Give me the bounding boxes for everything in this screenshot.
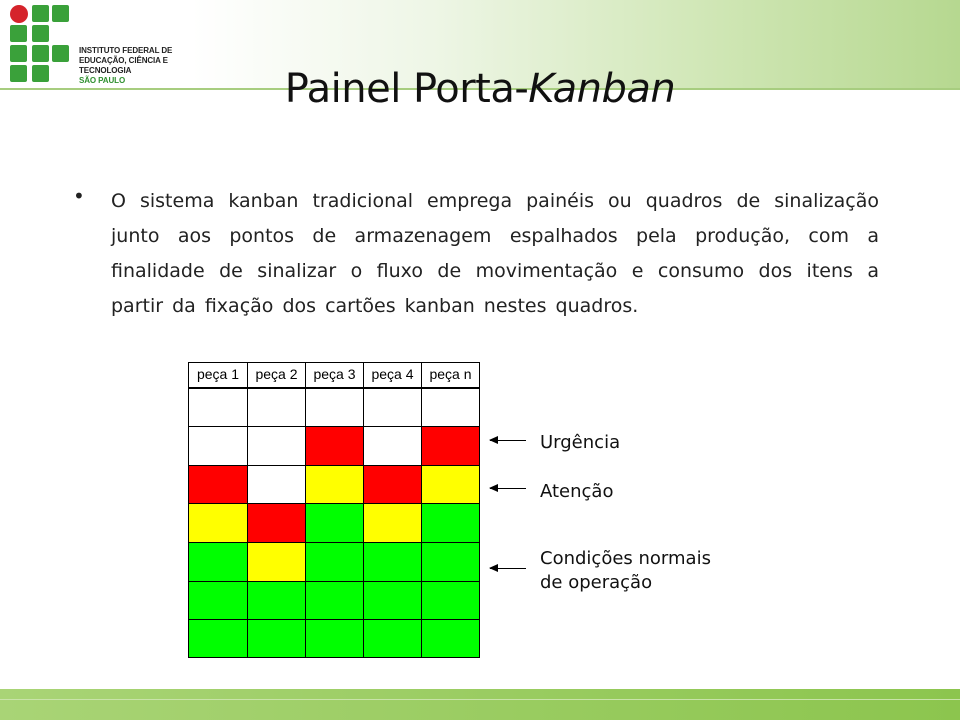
board-cell-green (421, 619, 480, 658)
logo-red-dot (10, 5, 28, 23)
board-column-header: peça 4 (363, 362, 422, 388)
legend-normal-line-2: de operação (540, 572, 653, 593)
logo-square (32, 5, 49, 22)
board-cell-green (188, 581, 248, 620)
logo-line-1: INSTITUTO FEDERAL DE (79, 46, 173, 55)
logo-square (32, 25, 49, 42)
board-cell-white (305, 388, 364, 427)
board-column-header: peça 2 (247, 362, 306, 388)
board-cell-white (363, 388, 422, 427)
logo-line-2: EDUCAÇÃO, CIÊNCIA E TECNOLOGIA (79, 56, 168, 75)
kanban-board (188, 362, 479, 657)
bullet-icon: • (73, 184, 85, 208)
logo-square (52, 5, 69, 22)
board-cell-white (247, 465, 306, 504)
logo-square (32, 45, 49, 62)
board-cell-white (247, 388, 306, 427)
legend-normal (540, 547, 711, 595)
board-cell-white (247, 426, 306, 466)
board-cell-green (305, 581, 364, 620)
attention-arrow (490, 488, 526, 489)
logo-square (52, 45, 69, 62)
board-cell-yellow (247, 542, 306, 582)
board-cell-green (188, 542, 248, 582)
board-cell-yellow (305, 465, 364, 504)
board-cell-red (421, 426, 480, 466)
board-cell-white (421, 388, 480, 427)
normal-arrow (490, 568, 526, 569)
board-cell-green (363, 581, 422, 620)
board-cell-green (421, 581, 480, 620)
board-cell-white (188, 426, 248, 466)
board-cell-white (363, 426, 422, 466)
footer-band (0, 689, 960, 720)
board-cell-green (305, 619, 364, 658)
board-cell-green (305, 542, 364, 582)
title-italic: Kanban (528, 66, 676, 112)
board-cell-yellow (421, 465, 480, 504)
board-cell-green (247, 581, 306, 620)
legend-attention: Atenção (540, 481, 614, 502)
legend-normal-line-1: Condições normais (540, 548, 711, 569)
logo-square (10, 25, 27, 42)
board-cell-green (247, 619, 306, 658)
board-cell-yellow (363, 503, 422, 543)
board-cell-yellow (188, 503, 248, 543)
board-cell-red (188, 465, 248, 504)
board-cell-green (421, 542, 480, 582)
board-cell-red (247, 503, 306, 543)
logo-line-3: SÃO PAULO (79, 76, 126, 85)
board-cell-green (188, 619, 248, 658)
board-cell-green (421, 503, 480, 543)
board-cell-red (363, 465, 422, 504)
logo-square (10, 45, 27, 62)
board-cell-red (305, 426, 364, 466)
board-cell-green (363, 542, 422, 582)
legend-urgency: Urgência (540, 432, 621, 453)
slide-title (0, 66, 960, 112)
title-plain: Painel Porta- (284, 66, 529, 112)
urgency-arrow (490, 440, 526, 441)
bullet-text: O sistema kanban tradicional emprega painéis ou quadros de sinalização junto aos pontos de armazenagem espalhados pela produção, com a finalidade de sinalizar o fluxo de movimentação e consumo dos itens a partir da fixação dos cartões kanban nestes quadros. (111, 190, 879, 317)
board-column-header: peça n (421, 362, 480, 388)
board-cell-green (363, 619, 422, 658)
board-column-header: peça 1 (188, 362, 248, 388)
board-cell-green (305, 503, 364, 543)
board-cell-white (188, 388, 248, 427)
board-column-header: peça 3 (305, 362, 364, 388)
